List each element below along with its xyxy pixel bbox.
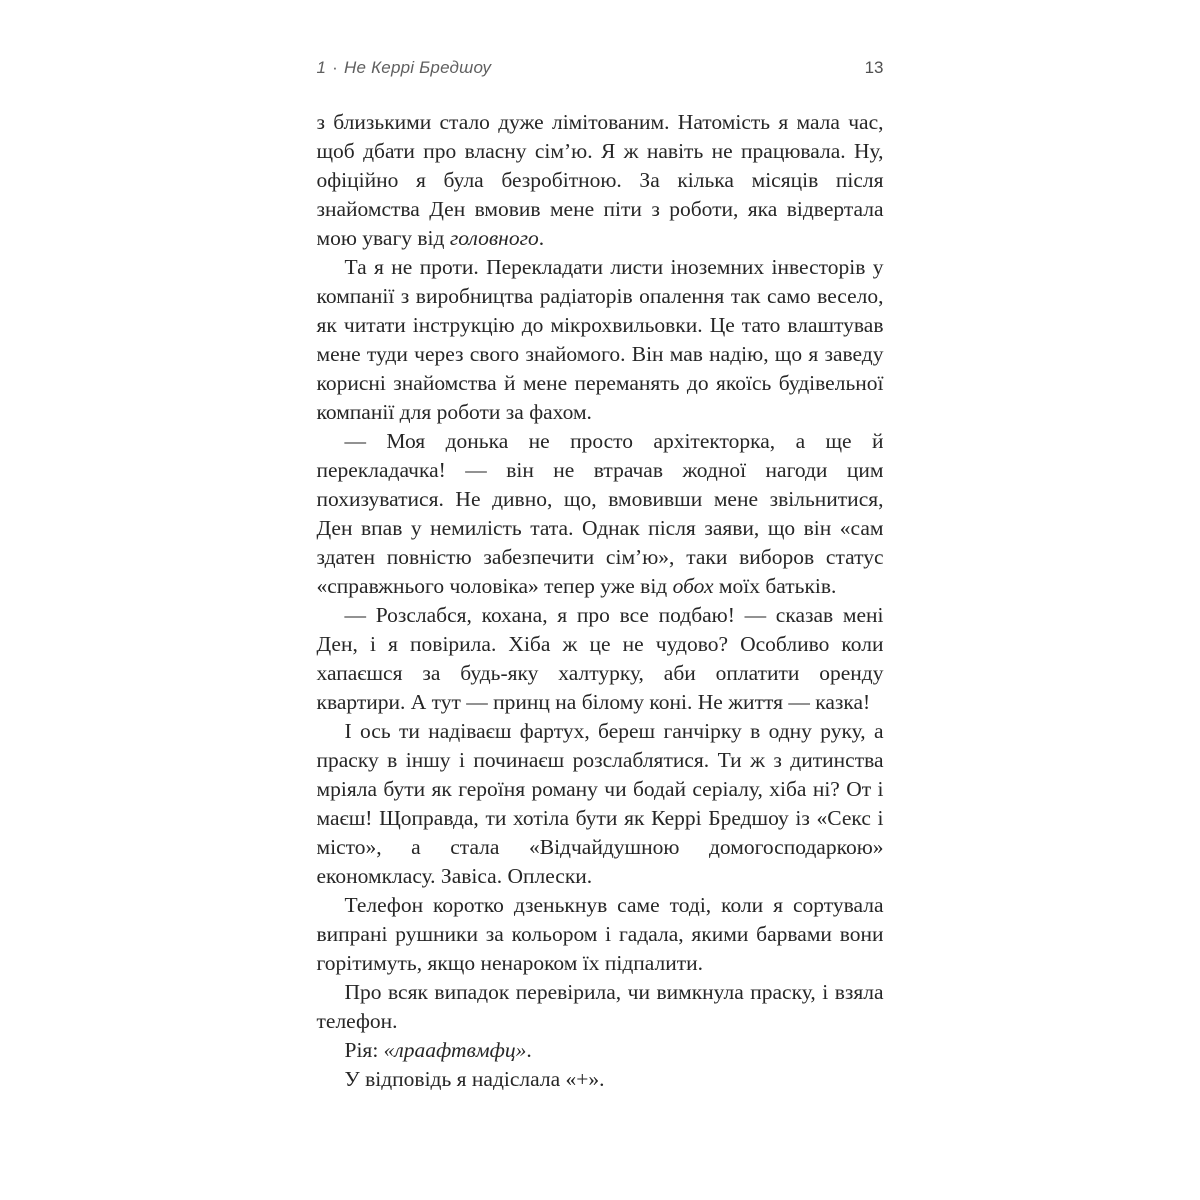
text-run: . xyxy=(538,226,545,250)
text-run: Про всяк випадок перевірила, чи вимкнула праску, і взяла телефон. xyxy=(316,980,884,1033)
text-run: Телефон коротко дзенькнув саме тоді, коли я сортувала випрані рушники за кольором і гадала, якими барвами вони горітимуть, якщо ненароком їх підпалити. xyxy=(316,893,884,975)
text-run: — Моя донька не просто архітекторка, а ще й перекладачка! — він не втрачав жодної нагоди цим похизуватися. Не дивно, що, вмовивши мене звільнитися, Ден впав у немилість тата. Однак після заяви, що він «сам здатен повністю забезпечити сім’ю», таки виборов статус «справжнього чоловіка» тепер уже від xyxy=(316,429,884,598)
paragraph xyxy=(317,1065,884,1094)
italic-text-run: обох xyxy=(672,574,714,598)
header-separator: · xyxy=(332,58,339,77)
page-body xyxy=(317,108,884,1094)
paragraph xyxy=(317,1036,884,1065)
italic-text-run: «лраафтвмфц» xyxy=(383,1038,527,1062)
chapter-header xyxy=(317,58,492,78)
text-run: У відповідь я надіслала «+». xyxy=(344,1067,605,1091)
text-run: . xyxy=(526,1038,532,1062)
text-run: моїх батьків. xyxy=(713,574,837,598)
chapter-number: 1 xyxy=(316,58,327,77)
running-header xyxy=(317,58,884,80)
text-run: з близькими стало дуже лімітованим. Натомість я мала час, щоб дбати про власну сім’ю. Я ж навіть не працювала. Ну, офіційно я була безробітною. За кілька місяців після знайомства Ден вмовив мене піти з роботи, яка відвертала мою увагу від xyxy=(316,110,884,250)
text-run: Та я не проти. Перекладати листи іноземних інвесторів у компанії з виробництва радіаторів опалення так само весело, як читати інструкцію до мікрохвильовки. Це тато влаштував мене туди через свого знайомого. Він мав надію, що я заведу корисні знайомства й мене переманять до якоїсь будівельної компанії для роботи за фахом. xyxy=(316,255,884,424)
chapter-title: Не Керрі Бредшоу xyxy=(344,58,492,77)
paragraph xyxy=(317,891,884,978)
text-run: — Розслабся, кохана, я про все подбаю! — сказав мені Ден, і я повірила. Хіба ж це не чудово? Особливо коли хапаєшся за будь-яку халтурку, аби оплатити оренду квартири. А тут — принц на білому коні. Не життя — казка! xyxy=(316,603,884,714)
paragraph xyxy=(317,427,884,601)
paragraph xyxy=(317,978,884,1036)
paragraph xyxy=(317,108,884,253)
text-run: І ось ти надіваєш фартух, береш ганчірку в одну руку, а праску в іншу і починаєш розслаблятися. Ти ж з дитинства мріяла бути як героїня роману чи бодай серіалу, хіба ні? От і маєш! Щоправда, ти хотіла бути як Керрі Бредшоу із «Секс і місто», а стала «Відчайдушною домогосподаркою» економкласу. Завіса. Оплески. xyxy=(316,719,884,888)
text-run: Рія: xyxy=(344,1038,384,1062)
page-number: 13 xyxy=(864,58,884,77)
book-page xyxy=(317,0,884,1094)
italic-text-run: головного xyxy=(449,226,539,250)
paragraph xyxy=(317,717,884,891)
paragraph xyxy=(317,601,884,717)
paragraph xyxy=(317,253,884,427)
